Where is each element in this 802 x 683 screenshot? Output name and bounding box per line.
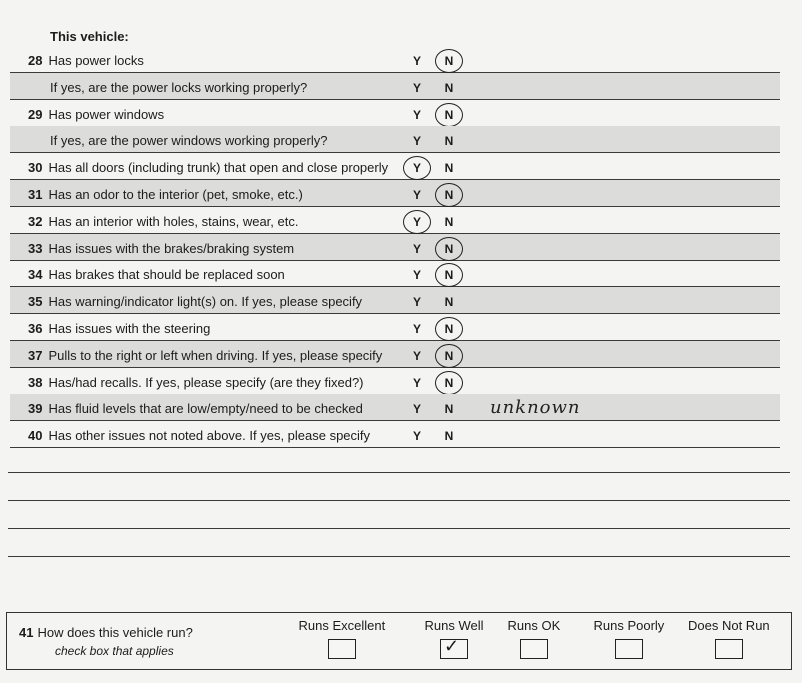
yes-option[interactable]: Y <box>412 348 421 363</box>
question-label <box>28 428 370 443</box>
question-text: If yes, are the power locks working properly? <box>50 79 308 95</box>
run-question <box>19 625 193 640</box>
no-option[interactable]: N <box>444 375 454 390</box>
handwritten-note: unknown <box>490 397 581 419</box>
run-condition-box <box>6 612 792 670</box>
question-row <box>10 421 780 448</box>
yes-option[interactable]: Y <box>412 54 421 68</box>
run-option-label: Does Not Run <box>688 618 770 633</box>
no-option[interactable]: N <box>444 348 454 363</box>
run-option-label: Runs Well <box>424 618 484 633</box>
question-number: 30 <box>28 160 43 176</box>
question-number: 28 <box>28 53 43 68</box>
question-number: 34 <box>28 267 43 283</box>
question-row <box>10 368 780 395</box>
question-number: 39 <box>28 401 43 417</box>
no-option[interactable]: N <box>444 161 454 176</box>
yes-option[interactable]: Y <box>412 429 421 444</box>
question-label <box>28 401 363 416</box>
question-text: Has brakes that should be replaced soon <box>48 267 285 283</box>
yes-option[interactable]: Y <box>412 241 421 256</box>
question-label <box>28 375 364 390</box>
run-option-checkbox[interactable] <box>520 639 548 659</box>
checkmark-icon: ✓ <box>444 636 460 656</box>
section-heading: This vehicle: <box>50 29 129 44</box>
question-label <box>50 80 307 95</box>
no-option[interactable]: N <box>444 402 454 417</box>
blank-line[interactable] <box>8 472 790 473</box>
blank-line[interactable] <box>8 528 790 529</box>
blank-line[interactable] <box>8 500 790 501</box>
question-label <box>28 107 164 122</box>
question-row <box>10 126 780 153</box>
question-label <box>28 348 382 363</box>
no-option[interactable]: N <box>444 188 454 202</box>
no-option[interactable]: N <box>444 214 454 229</box>
question-text: Has/had recalls. If yes, please specify (are they fixed?) <box>48 374 364 390</box>
question-number: 31 <box>28 187 43 202</box>
question-row <box>10 394 780 421</box>
question-label <box>28 160 388 175</box>
question-row <box>10 287 780 314</box>
question-number: 38 <box>28 374 43 390</box>
question-text: Has issues with the steering <box>48 321 211 336</box>
question-label <box>28 321 210 336</box>
question-text: Has an interior with holes, stains, wear, etc. <box>48 213 299 229</box>
no-option[interactable]: N <box>444 429 454 444</box>
yes-option[interactable]: Y <box>412 161 421 176</box>
run-option-label: Runs OK <box>507 618 561 633</box>
question-text: Has issues with the brakes/braking system <box>48 240 295 256</box>
question-row <box>10 73 780 100</box>
question-row <box>10 341 780 368</box>
no-option[interactable]: N <box>444 54 454 68</box>
question-number: 41 <box>19 625 34 640</box>
question-row <box>10 180 780 207</box>
question-text: Pulls to the right or left when driving. If yes, please specify <box>48 347 383 363</box>
question-row <box>10 314 780 341</box>
question-row <box>10 260 780 287</box>
yes-option[interactable]: Y <box>412 188 421 202</box>
run-question-hint: check box that applies <box>55 644 174 658</box>
question-number: 37 <box>28 347 43 363</box>
question-text: Has an odor to the interior (pet, smoke, etc.) <box>48 187 303 202</box>
question-row <box>10 46 780 73</box>
question-number: 29 <box>28 106 43 122</box>
no-option[interactable]: N <box>444 268 454 283</box>
question-text: Has power locks <box>48 53 144 68</box>
question-label <box>28 241 294 256</box>
question-label <box>28 214 298 229</box>
yes-option[interactable]: Y <box>412 214 421 229</box>
yes-option[interactable]: Y <box>412 402 421 417</box>
question-text: Has other issues not noted above. If yes, please specify <box>48 428 371 444</box>
question-row <box>10 207 780 234</box>
yes-option[interactable]: Y <box>412 268 421 283</box>
blank-line[interactable] <box>8 556 790 557</box>
question-label <box>28 267 285 282</box>
question-text: Has power windows <box>48 106 165 122</box>
run-option-checkbox[interactable] <box>715 639 743 659</box>
question-number: 40 <box>28 428 43 444</box>
question-label <box>28 187 303 202</box>
run-option-checkbox[interactable] <box>615 639 643 659</box>
yes-option[interactable]: Y <box>412 80 421 95</box>
no-option[interactable]: N <box>444 107 454 122</box>
no-option[interactable]: N <box>444 295 454 310</box>
yes-option[interactable]: Y <box>412 322 421 336</box>
no-option[interactable]: N <box>444 241 454 256</box>
run-option-label: Runs Excellent <box>298 618 386 633</box>
question-text: Has warning/indicator light(s) on. If yes, please specify <box>48 294 363 310</box>
no-option[interactable]: N <box>444 134 454 149</box>
run-option-checkbox[interactable] <box>440 636 468 659</box>
question-number: 35 <box>28 294 43 310</box>
yes-option[interactable]: Y <box>412 134 421 149</box>
question-label <box>28 53 144 68</box>
question-text: Has fluid levels that are low/empty/need to be checked <box>48 401 363 417</box>
question-label <box>50 133 327 148</box>
question-text: Has all doors (including trunk) that open and close properly <box>48 160 389 176</box>
question-row <box>10 100 780 127</box>
question-number: 36 <box>28 321 43 336</box>
yes-option[interactable]: Y <box>412 107 421 122</box>
yes-option[interactable]: Y <box>412 295 421 310</box>
question-text: If yes, are the power windows working properly? <box>50 133 328 149</box>
yes-option[interactable]: Y <box>412 375 421 390</box>
run-option-checkbox[interactable] <box>328 639 356 659</box>
no-option[interactable]: N <box>444 322 454 336</box>
question-text: How does this vehicle run? <box>37 625 193 640</box>
question-row <box>10 234 780 261</box>
question-number: 32 <box>28 213 43 229</box>
question-row <box>10 153 780 180</box>
question-number: 33 <box>28 240 43 256</box>
no-option[interactable]: N <box>444 80 454 95</box>
question-label <box>28 294 362 309</box>
run-option-label: Runs Poorly <box>593 618 665 633</box>
